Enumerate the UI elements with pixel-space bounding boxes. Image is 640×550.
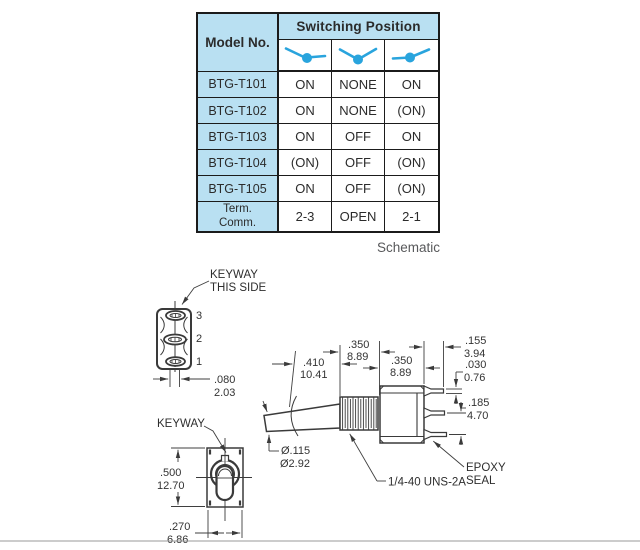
dim-lever-diameter-mm: Ø2.92 xyxy=(280,458,310,470)
value-cell: ON xyxy=(278,98,332,124)
dim-body-length-mm: 8.89 xyxy=(390,367,412,379)
dim-lever-length-mm: 10.41 xyxy=(300,369,328,381)
schematic-caption: Schematic xyxy=(376,240,440,255)
threaded-bushing xyxy=(340,397,378,430)
value-cell: ON xyxy=(385,71,440,98)
switching-position-header: Switching Position xyxy=(278,13,439,40)
lever-side xyxy=(264,404,340,432)
value-cell: OPEN xyxy=(332,202,385,233)
dim-slot-width-in: .080 xyxy=(214,374,236,386)
value-cell: (ON) xyxy=(385,176,440,202)
value-cell: NONE xyxy=(332,98,385,124)
value-cell: ON xyxy=(385,124,440,150)
value-cell: (ON) xyxy=(278,150,332,176)
model-cell: BTG-T103 xyxy=(197,124,278,150)
dim-pin-spacing-mm: 4.70 xyxy=(467,410,489,422)
value-cell: OFF xyxy=(332,150,385,176)
rear-view xyxy=(153,269,267,399)
value-cell: ON xyxy=(278,124,332,150)
keyway-label: KEYWAY xyxy=(157,418,205,430)
pin-1 xyxy=(424,386,444,396)
terminal-number: 3 xyxy=(196,310,203,322)
dim-lever-diameter-in: Ø.115 xyxy=(281,445,311,457)
lever-front xyxy=(217,466,234,500)
terminal-number: 1 xyxy=(196,356,203,368)
dim-pin-thickness-in: .030 xyxy=(465,359,487,371)
model-cell: BTG-T104 xyxy=(197,150,278,176)
dim-body-length-in: .350 xyxy=(391,355,413,367)
dim-pin-length-mm: 3.94 xyxy=(464,348,486,360)
thread-spec-label: 1/4-40 UNS-2A xyxy=(388,476,466,489)
dim-pin-thickness-mm: 0.76 xyxy=(464,372,486,384)
term-comm-label: Term. Comm. xyxy=(197,202,278,233)
terminal-3 xyxy=(166,311,185,320)
value-cell: (ON) xyxy=(385,98,440,124)
model-cell: BTG-T102 xyxy=(197,98,278,124)
terminal-number: 2 xyxy=(196,333,203,345)
value-cell: 2-1 xyxy=(385,202,440,233)
terminal-1 xyxy=(166,357,185,366)
front-view xyxy=(157,418,252,546)
value-cell: NONE xyxy=(332,71,385,98)
terminal-2 xyxy=(164,335,186,345)
value-cell: OFF xyxy=(332,124,385,150)
model-no-header: Model No. xyxy=(197,13,278,71)
dim-front-width-in: .270 xyxy=(169,521,191,533)
dim-front-height-mm: 12.70 xyxy=(157,480,185,492)
value-cell: 2-3 xyxy=(278,202,332,233)
model-cell: BTG-T101 xyxy=(197,71,278,98)
pin-3 xyxy=(424,430,447,440)
dim-pin-length-in: .155 xyxy=(465,335,487,347)
dim-front-width-mm: 6.86 xyxy=(167,534,189,546)
keyway-this-side-label: THIS SIDE xyxy=(210,282,267,294)
dim-lever-length-in: .410 xyxy=(303,357,325,369)
epoxy-seal-label: EPOXY xyxy=(466,462,506,474)
value-cell: ON xyxy=(278,71,332,98)
dim-pin-spacing-in: .185 xyxy=(468,397,490,409)
dim-slot-width-mm: 2.03 xyxy=(214,387,236,399)
value-cell: ON xyxy=(278,176,332,202)
dim-bushing-length-mm: 8.89 xyxy=(347,351,369,363)
keyway-this-side-label: KEYWAY xyxy=(210,269,258,281)
side-view xyxy=(263,335,506,489)
dim-bushing-length-in: .350 xyxy=(348,339,370,351)
dim-front-height-in: .500 xyxy=(160,467,182,479)
value-cell: (ON) xyxy=(385,150,440,176)
model-cell: BTG-T105 xyxy=(197,176,278,202)
value-cell: OFF xyxy=(332,176,385,202)
pin-2 xyxy=(424,408,445,418)
epoxy-seal-label: SEAL xyxy=(466,475,496,487)
